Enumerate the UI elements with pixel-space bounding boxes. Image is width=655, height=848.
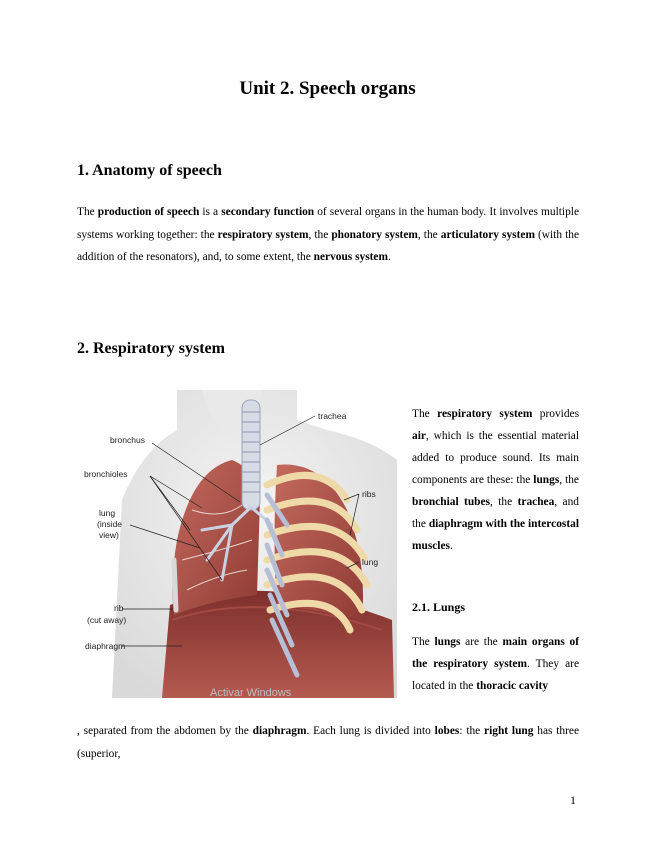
page-title: Unit 2. Speech organs xyxy=(239,78,416,99)
watermark-text: Activar Windows xyxy=(210,687,292,698)
label-trachea: trachea xyxy=(318,411,347,421)
label-lung: lung xyxy=(362,557,379,567)
label-bronchioles: bronchioles xyxy=(84,469,128,479)
label-rib-2: (cut away) xyxy=(87,615,127,625)
subsection-heading-lungs: 2.1. Lungs xyxy=(412,600,466,614)
respiratory-intro-paragraph: The respiratory system provides air, which is the essential material added to produce sound. Its main components are these: the lungs, the bronchial tubes, the trachea, and the diaphragm with the intercostal muscles. xyxy=(412,408,579,552)
label-ribs: ribs xyxy=(362,489,376,499)
heading-text: 2. Respiratory system xyxy=(77,340,225,357)
heading-text: 1. Anatomy of speech xyxy=(77,162,222,179)
trachea-shape xyxy=(242,400,260,510)
lungs-continued-text: , separated from the abdomen by the diaphragm. Each lung is divided into lobes: the right lung has three (superior, xyxy=(77,725,580,760)
anatomy-paragraph: The production of speech is a secondary function of several organs in the human body. It involves multiple systems working together: the respiratory system, the phonatory system, the articulatory system (with the addition of the resonators), and, to some extent, the nervous system. xyxy=(77,206,580,263)
label-lung-inside-2: (inside xyxy=(97,519,123,529)
lungs-paragraph-column: The lungs are the main organs of the respiratory system. They are located in the thoracic cavity xyxy=(412,636,580,692)
section-heading-respiratory xyxy=(77,340,225,358)
section-heading-anatomy xyxy=(77,162,222,180)
label-diaphragm: diaphragm xyxy=(85,641,126,651)
lungs-paragraph-continued xyxy=(77,720,579,765)
label-lung-inside-3: view) xyxy=(99,530,119,540)
page-number: 1 xyxy=(570,793,576,807)
label-lung-inside-1: lung xyxy=(99,508,116,518)
label-rib-1: rib xyxy=(114,603,124,613)
label-bronchus: bronchus xyxy=(110,435,145,445)
respiratory-system-illustration xyxy=(82,390,402,698)
